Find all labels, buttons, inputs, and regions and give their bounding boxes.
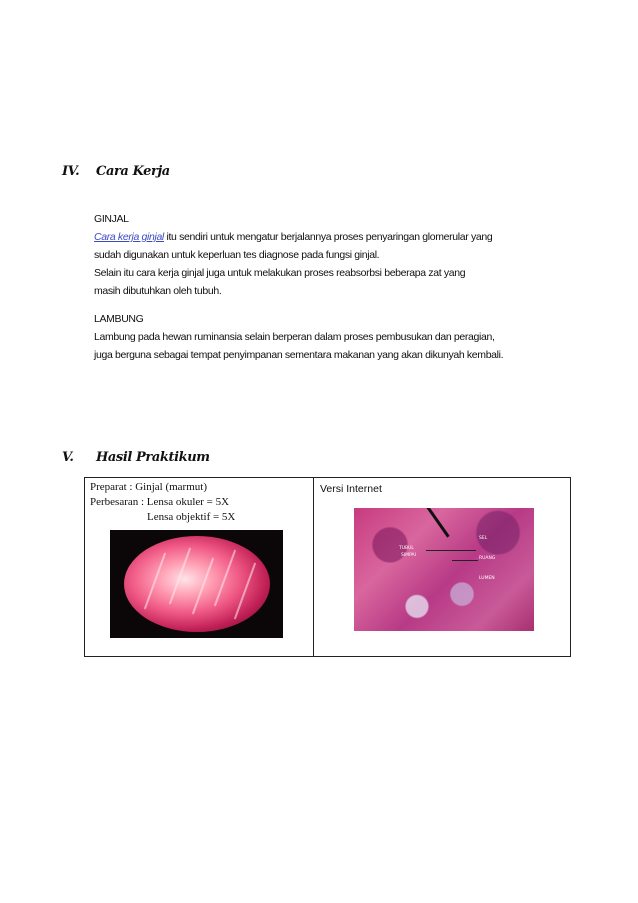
- ginjal-line2: sudah digunakan untuk keperluan tes diagnose pada fungsi ginjal.: [94, 249, 380, 261]
- ginjal-paragraph: [94, 210, 534, 300]
- annotation-simpai: SIMPAI: [401, 553, 416, 558]
- annotation-lumen: LUMEN: [479, 576, 495, 581]
- perbesaran-label: Perbesaran : Lensa okuler = 5X: [90, 496, 230, 508]
- preparat-label: Preparat : Ginjal (marmut): [90, 481, 207, 493]
- lambung-paragraph: [94, 310, 534, 364]
- annotation-ruang: RUANG: [479, 556, 496, 561]
- microscope-photo-icon: [110, 530, 283, 638]
- annotation-sel: SEL: [479, 536, 488, 541]
- ginjal-line1: itu sendiri untuk mengatur berjalannya proses penyaringan glomerular yang: [163, 231, 493, 243]
- cara-kerja-ginjal-link[interactable]: Cara kerja ginjal: [94, 231, 164, 243]
- section-v-heading: [62, 450, 210, 465]
- section-v-number: V.: [62, 450, 74, 465]
- lambung-line2: juga berguna sebagai tempat penyimpanan sementara makanan yang akan dikunyah kembali.: [94, 349, 504, 361]
- section-iv-title: Cara Kerja: [96, 164, 170, 179]
- lambung-heading: LAMBUNG: [94, 313, 144, 325]
- ginjal-line3: Selain itu cara kerja ginjal juga untuk melakukan proses reabsorbsi beberapa zat yang: [94, 267, 466, 279]
- annotation-tubul: TUBUL: [399, 546, 414, 551]
- lambung-line1: Lambung pada hewan ruminansia selain berperan dalam proses pembusukan dan peragian,: [94, 331, 495, 343]
- section-iv-number: IV.: [62, 164, 80, 179]
- section-iv-heading: [62, 164, 170, 179]
- ginjal-heading: GINJAL: [94, 213, 129, 225]
- versi-internet-label: Versi Internet: [320, 483, 382, 495]
- results-cell-left: [85, 478, 314, 657]
- section-v-title: Hasil Praktikum: [96, 450, 210, 465]
- pointer-icon: [424, 508, 449, 538]
- preparat-info: [90, 480, 235, 525]
- ginjal-line4: masih dibutuhkan oleh tubuh.: [94, 285, 222, 297]
- results-table: [84, 477, 571, 657]
- results-cell-right: [314, 478, 571, 657]
- lensa-objektif-label: Lensa objektif = 5X: [147, 511, 236, 523]
- histology-photo-icon: [354, 508, 534, 631]
